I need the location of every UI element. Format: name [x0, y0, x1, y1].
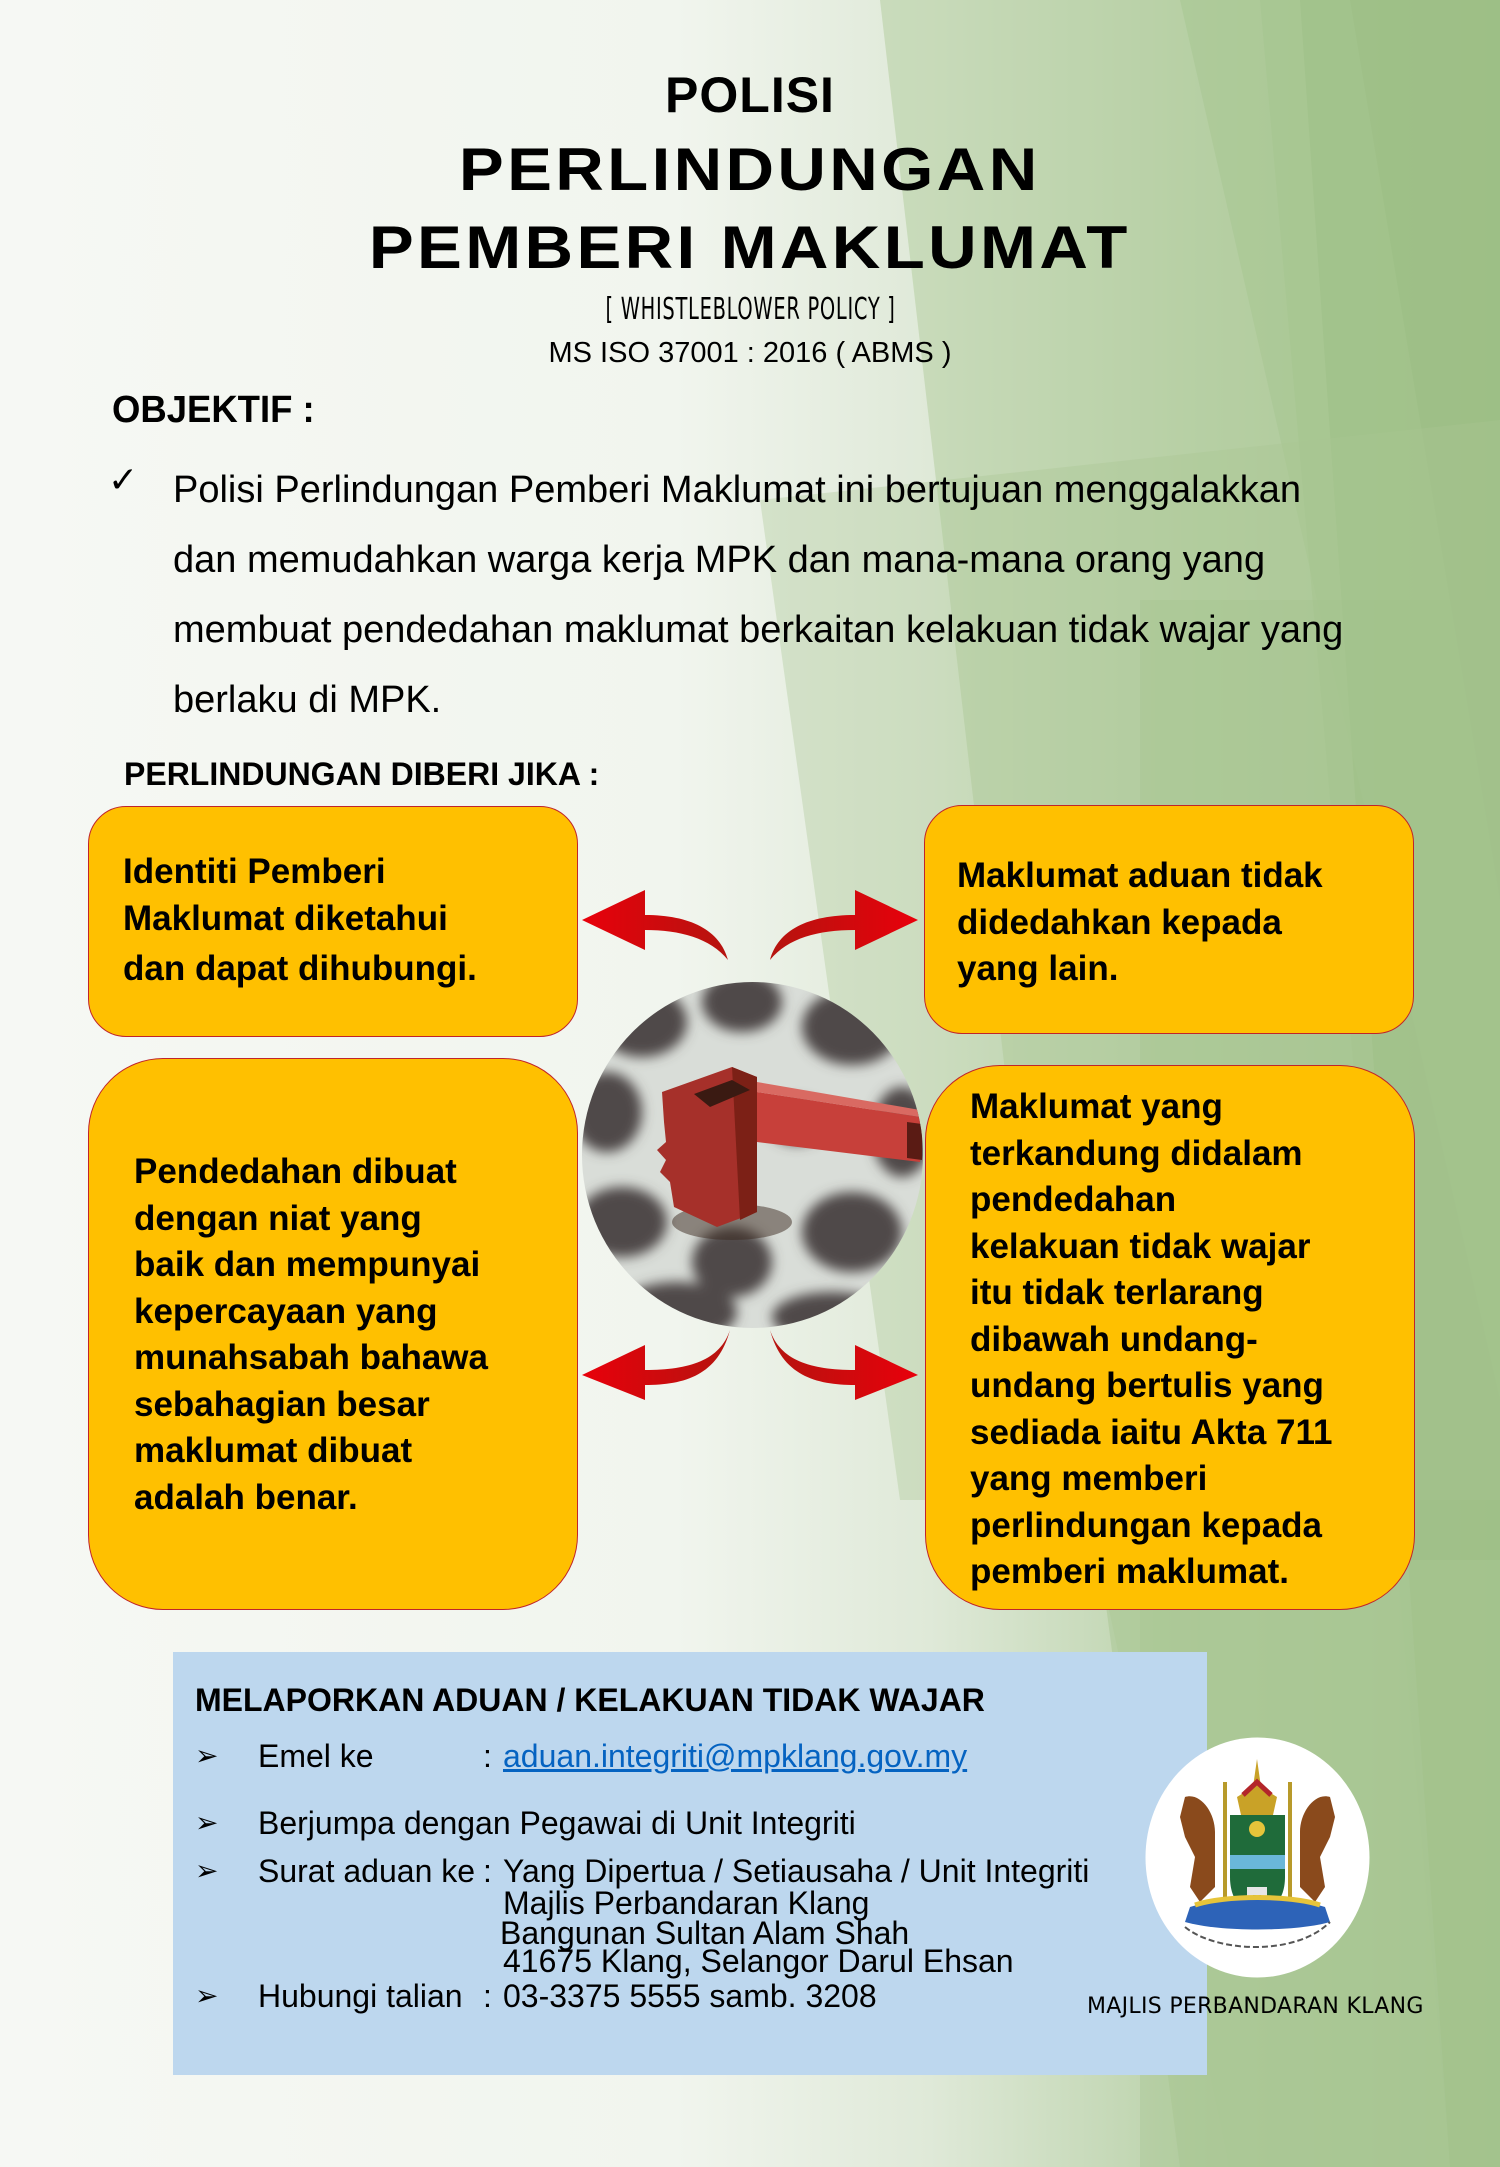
box-line: yang lain. [957, 949, 1119, 988]
condition-box-not-prohibited [925, 1065, 1415, 1610]
objective-line: dan memudahkan warga kerja MPK dan mana-mana orang yang [173, 539, 1266, 581]
box-line: Pendedahan dibuat [134, 1152, 457, 1191]
box-line: Maklumat yang [970, 1087, 1223, 1126]
box-line: didedahkan kepada [957, 902, 1282, 942]
arrow-bullet-icon: ➢ [195, 1980, 219, 2011]
box-line: kelakuan tidak wajar [970, 1226, 1311, 1266]
address-line: Yang Dipertua / Setiausaha / Unit Integriti [503, 1853, 1090, 1889]
objective-line: Polisi Perlindungan Pemberi Maklumat ini bertujuan menggalakkan [173, 469, 1301, 511]
report-label: Surat aduan ke [258, 1853, 476, 1889]
box-line: itu tidak terlarang [970, 1273, 1264, 1312]
checkmark-icon: ✓ [108, 459, 139, 500]
box-line: adalah benar. [134, 1477, 358, 1517]
arrow-bullet-icon: ➢ [195, 1855, 219, 1886]
email-link[interactable]: aduan.integriti@mpklang.gov.my [503, 1738, 968, 1774]
coat-of-arms-icon [1145, 1737, 1370, 1978]
condition-box-good-faith [88, 1058, 578, 1610]
address-line: 41675 Klang, Selangor Darul Ehsan [503, 1943, 1014, 1979]
box-line: dengan niat yang [134, 1198, 422, 1238]
report-label: Berjumpa dengan Pegawai di Unit Integriti [258, 1805, 856, 1841]
arrow-bullet-icon: ➢ [195, 1740, 219, 1771]
standard-label: MS ISO 37001 : 2016 ( ABMS ) [548, 337, 952, 369]
report-colon: : [483, 1853, 492, 1889]
box-line: yang memberi [970, 1459, 1208, 1498]
address-line: Bangunan Sultan Alam Shah [500, 1915, 910, 1951]
box-line: sediada iaitu Akta 711 [970, 1412, 1333, 1452]
title-polisi: POLISI [665, 67, 835, 123]
box-line: maklumat dibuat [134, 1431, 413, 1470]
protection-heading: PERLINDUNGAN DIBERI JIKA : [124, 756, 600, 792]
box-line: perlindungan kepada [970, 1505, 1322, 1545]
box-line: baik dan mempunyai [134, 1245, 481, 1284]
box-line: dan dapat dihubungi. [123, 949, 477, 988]
box-line: pendedahan [970, 1180, 1177, 1219]
whistle-image [582, 982, 923, 1328]
report-label: Hubungi talian [258, 1978, 463, 2014]
box-line: undang bertulis yang [970, 1366, 1324, 1405]
report-colon: : [483, 1978, 492, 2014]
report-colon: : [483, 1738, 492, 1774]
box-line: sebahagian besar [134, 1384, 430, 1424]
report-label: Emel ke [258, 1738, 374, 1774]
condition-box-confidential [924, 805, 1414, 1034]
phone-number: 03-3375 5555 samb. 3208 [503, 1978, 877, 2014]
title-perlindungan: PERLINDUNGAN [458, 136, 1041, 203]
subtitle-whistleblower-policy: [ WHISTLEBLOWER POLICY ] [605, 292, 896, 327]
arrow-bullet-icon: ➢ [195, 1807, 219, 1838]
box-line: terkandung didalam [970, 1133, 1303, 1173]
condition-box-identity [88, 806, 578, 1037]
council-name-label: MAJLIS PERBANDARAN KLANG [1087, 1994, 1424, 2019]
objective-heading: OBJEKTIF : [112, 389, 315, 431]
objective-text [173, 455, 1393, 735]
box-line: pemberi maklumat. [970, 1552, 1289, 1591]
box-line: Identiti Pemberi [123, 852, 386, 891]
box-line: munahsabah bahawa [134, 1338, 488, 1377]
title-pemberi-maklumat: PEMBERI MAKLUMAT [368, 214, 1131, 281]
report-heading: MELAPORKAN ADUAN / KELAKUAN TIDAK WAJAR [195, 1682, 985, 1718]
address-line: Majlis Perbandaran Klang [503, 1885, 870, 1921]
report-section [173, 1652, 1207, 2075]
objective-line: membuat pendedahan maklumat berkaitan kelakuan tidak wajar yang [173, 609, 1344, 651]
objective-line: berlaku di MPK. [173, 679, 442, 721]
box-line: Maklumat aduan tidak [957, 856, 1323, 895]
box-line: kepercayaan yang [134, 1291, 438, 1331]
box-line: dibawah undang- [970, 1319, 1258, 1359]
box-line: Maklumat diketahui [123, 898, 448, 938]
